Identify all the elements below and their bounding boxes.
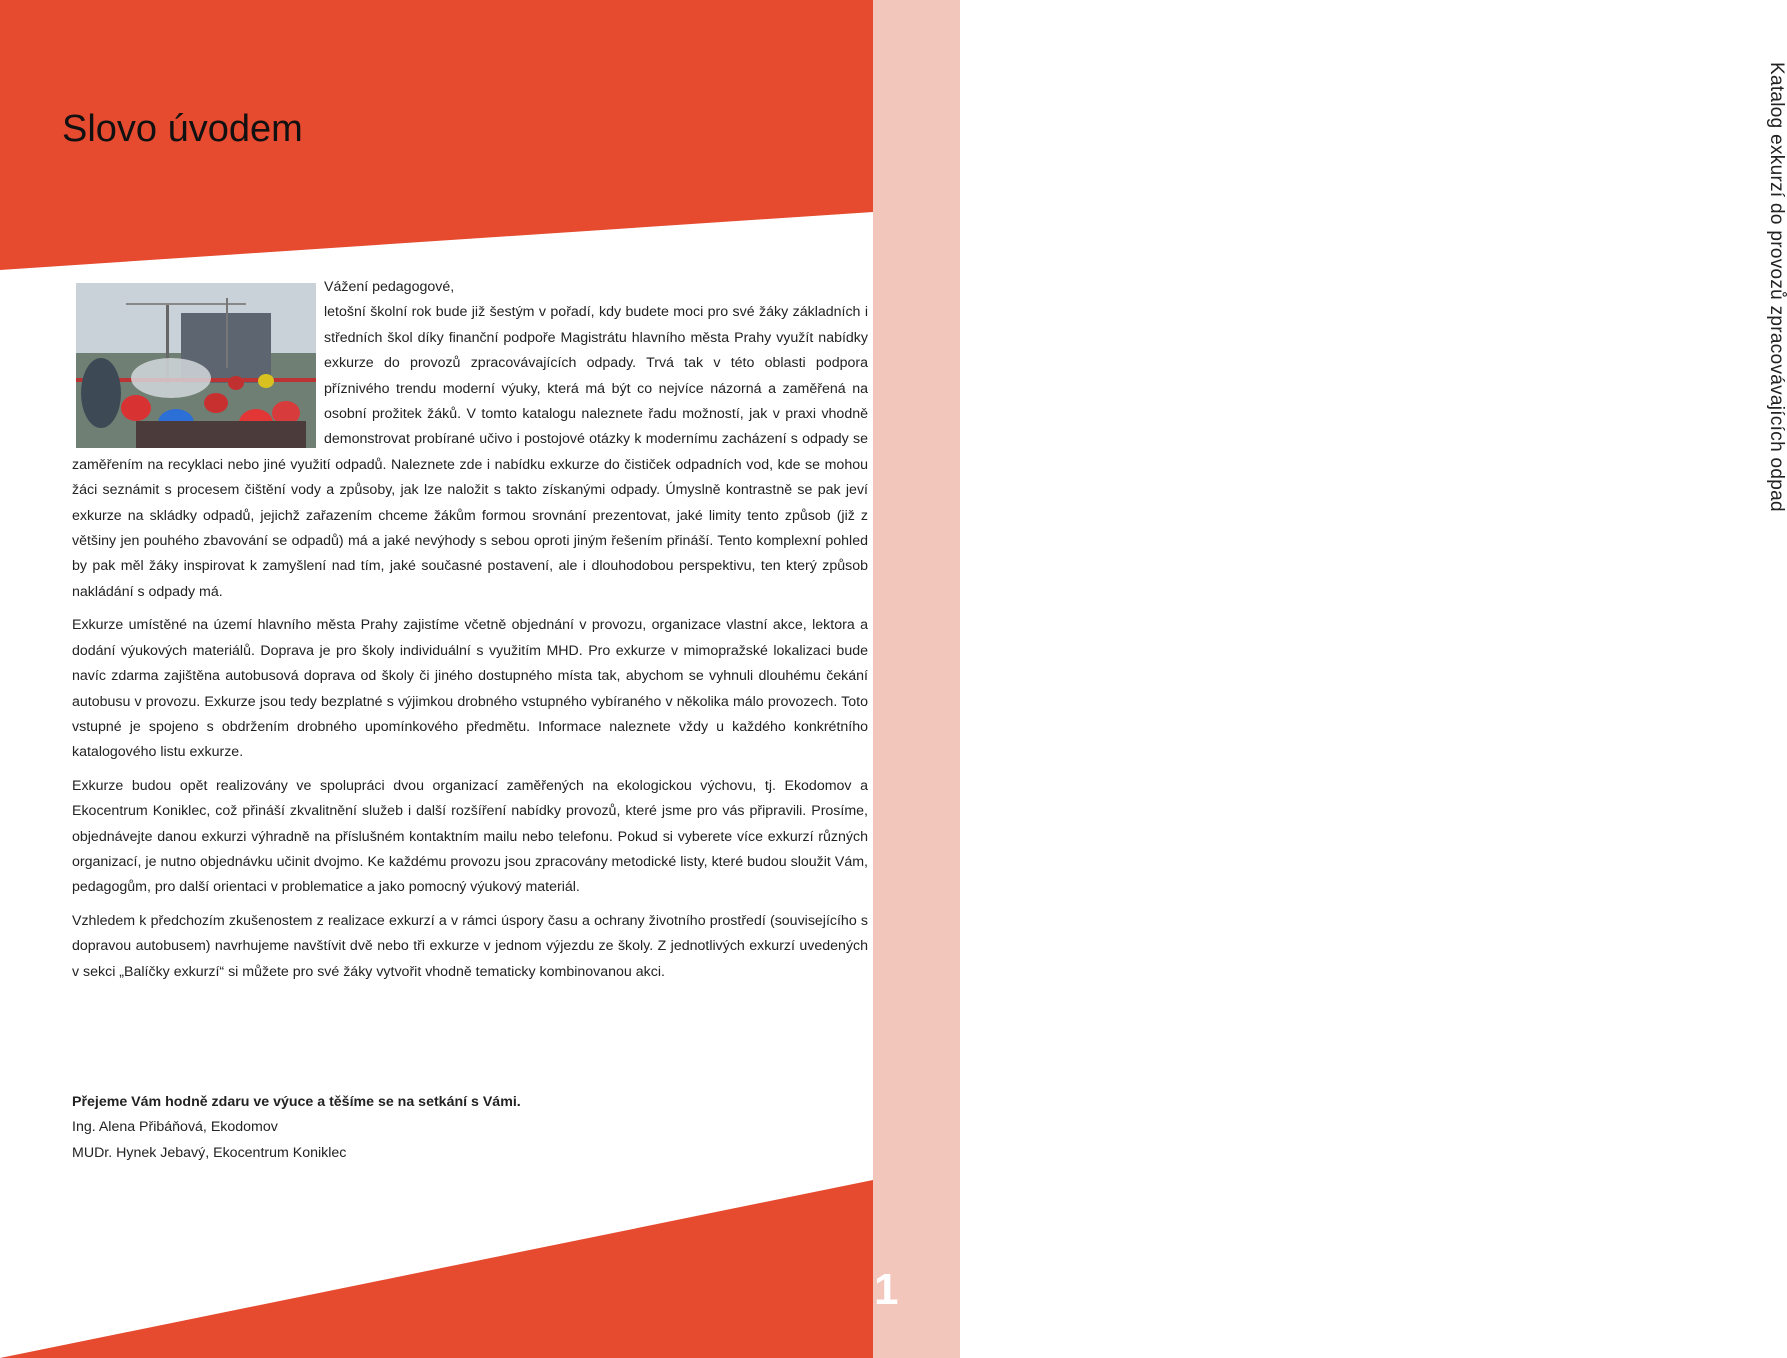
paragraph-1 [72,275,868,605]
signer-2: MUDr. Hynek Jebavý, Ekocentrum Koniklec [72,1144,347,1161]
paragraph-3: Exkurze budou opět realizovány ve spolupráci dvou organizací zaměřených na ekologickou výchovu, tj. Ekodomov a Ekocentrum Koniklec, což přináší zkvalitnění služeb i další rozšíření nabídky provozů, které jsme pro vás připravili. Prosíme, objednávejte danou exkurzi výhradně na příslušném kontaktním mailu nebo telefonu. Pokud si vyberete více exkurzí různých organizací, je nutno objednávku učinit dvojmo. Ke každému provozu jsou zpracovány metodické listy, které budou sloužit Vám, pedagogům, pro další orientaci v problematice a jako pomocný výukový materiál. [72,777,868,896]
side-title-text: Katalog exkurzí do provozů zpracovávajících odpad [1766,62,1787,512]
closing-block [72,1090,868,1166]
salutation: Vážení pedagogové, [324,279,455,295]
photo-spacer [72,275,324,450]
page-title: Slovo úvodem [62,108,303,150]
intro-text [72,275,868,993]
paragraph-2: Exkurze umístěné na území hlavního města Prahy zajistíme včetně objednání v provozu, organizace vlastní akce, lektora a dodání výukových materiálů. Doprava je pro školy individuální s využitím MHD. Pro exkurze v mimopražské lokalizaci bude navíc zdarma zajištěna autobusová doprava od školy či jiného dostupného místa tak, abychom se vyhnuli dlouhému čekání autobusu v provozu. Exkurze jsou tedy bezplatné s výjimkou drobného vstupného vybíraného v několika málo provozech. Toto vstupné je spojeno s obdržením drobného upomínkového předmětu. Informace naleznete vždy u každého konkrétního katalogového listu exkurze. [72,617,868,761]
paragraph-4: Vzhledem k předchozím zkušenostem z realizace exkurzí a v rámci úspory času a ochrany životního prostředí (souvisejícího s dopravou autobusem) navrhujeme navštívit dvě nebo tři exkurze v jednom výjezdu ze školy. Z jednotlivých exkurzí uvedených v sekci „Balíčky exkurzí“ si můžete pro své žáky vytvořit vhodně tematicky kombinovanou akci. [72,912,868,980]
side-title [873,0,1787,600]
page-number: 1 [874,1265,899,1314]
paragraph-1-text: letošní školní rok bude již šestým v pořadí, kdy budete moci pro své žáky základních i středních škol díky finanční podpoře Magistrátu hlavního města Prahy využít nabídky exkurze do provozů zpracovávajících odpady. Trvá tak v této oblasti podpora příznivého trendu moderní výuky, která má být co nejvíce názorná a zaměřená na osobní prožitek žáků. V tomto katalogu naleznete řadu možností, jak v praxi vhodně demonstrovat probírané učivo i postojové otázky k modernímu zacházení s odpady se zaměřením na recyklaci nebo jiné využití odpadů. Naleznete zde i nabídku exkurze do čističek odpadních vod, kde se mohou žáci seznámit s procesem čištění vody a způsoby, jak lze naložit s takto získanými odpady. Úmyslně kontrastně se pak jeví exkurze na skládky odpadů, jejichž zařazením chceme žákům formou srovnání prezentovat, jaké limity tento způsob (již z většiny jen pouhého zbavování se odpadů) má a jaké nevýhody s sebou oproti jiným řešením přináší. Tento komplexní pohled by pak měl žáky inspirovat k zamyšlení nad tím, jaké současné postavení, ale i dlouhodobou perspektivu, ten který způsob nakládání s odpady má. [72,304,868,600]
closing-wish: Přejeme Vám hodně zdaru ve výuce a těšíme se na setkání s Vámi. [72,1094,521,1110]
signer-1: Ing. Alena Přibáňová, Ekodomov [72,1119,278,1136]
